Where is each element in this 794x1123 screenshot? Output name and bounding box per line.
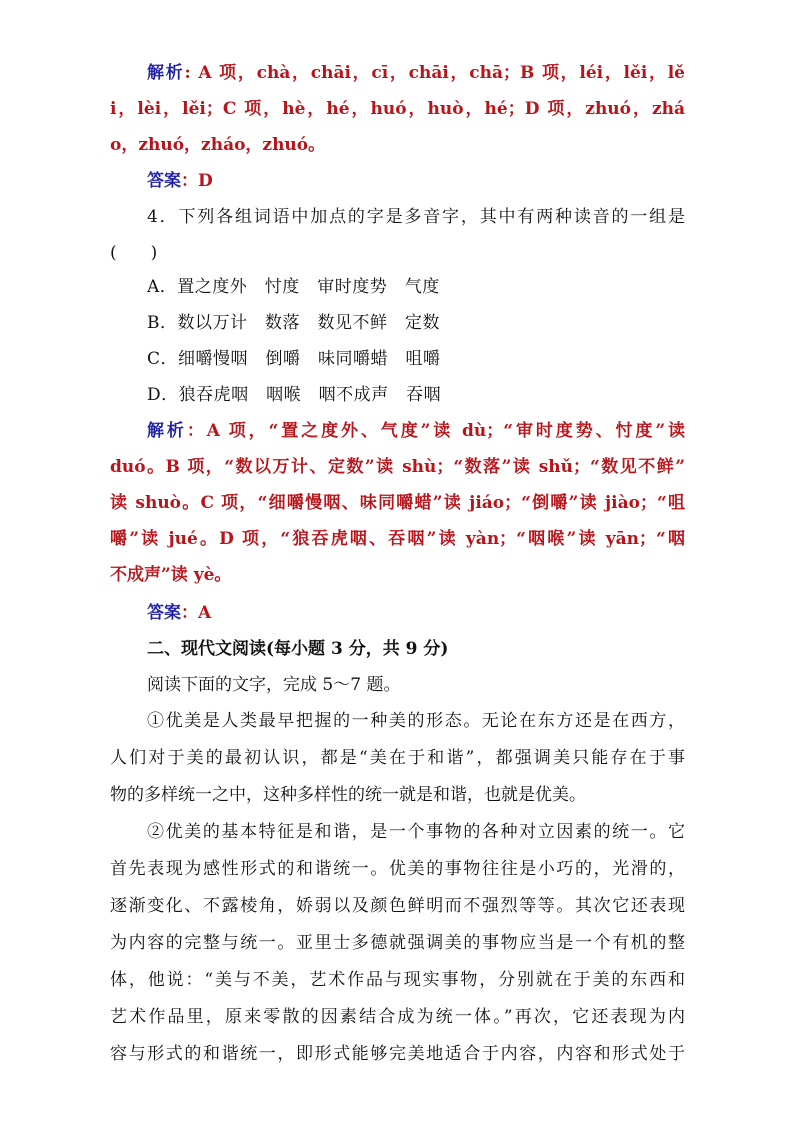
passage-p2-line-1: ②优美的基本特征是和谐，是一个事物的各种对立因素的统一。它 (147, 822, 685, 842)
analysis-3-line-2: i，lèi，lěi；C 项，hè，hé，huó，huò，hé；D 项，zhuó，zhá (110, 99, 685, 119)
answer-label: 答案 (147, 171, 181, 191)
passage-p2-line-3: 逐渐变化、不露棱角，娇弱以及颜色鲜明而不强烈等等。其次它还表现 (110, 896, 685, 916)
answer-value: ：A (181, 603, 212, 623)
section-heading: 二、现代文阅读(每小题 3 分，共 9 分) (147, 639, 449, 659)
analysis-4-line-5: 不成声”读 yè。 (110, 565, 232, 585)
passage-p2-line-7: 容与形式的和谐统一，即形式能够完美地适合于内容，内容和形式处于 (110, 1044, 685, 1064)
passage-p1-line-2: 人们对于美的最初认识，都是“美在于和谐”，都强调美只能存在于事 (110, 748, 685, 768)
analysis-4-line-2: duó。B 项，“数以万计、定数”读 shù；“数落”读 shǔ；“数见不鲜” (110, 457, 685, 477)
option-b: B．数以万计 数落 数见不鲜 定数 (147, 313, 440, 333)
section-instruction: 阅读下面的文字，完成 5～7 题。 (147, 675, 401, 695)
analysis-4-line-4: 嚼”读 jué。D 项，“狼吞虎咽、吞咽”读 yàn；“咽喉”读 yān；“咽 (110, 529, 685, 549)
analysis-4-line-1 (147, 418, 685, 444)
answer-3 (147, 168, 685, 194)
analysis-label: 解析 (147, 421, 187, 441)
passage-p2-line-2: 首先表现为感性形式的和谐统一。优美的事物往往是小巧的，光滑的， (110, 859, 685, 879)
analysis-4-line-3: 读 shuò。C 项，“细嚼慢咽、味同嚼蜡”读 jiáo；“倒嚼”读 jiào；“咀 (110, 493, 685, 513)
question-4-blank: ( ) (110, 243, 158, 263)
question-4-stem: 4．下列各组词语中加点的字是多音字，其中有两种读音的一组是 (147, 207, 685, 227)
passage-p1-line-3: 物的多样统一之中，这种多样性的统一就是和谐，也就是优美。 (110, 785, 586, 805)
answer-value: ：D (181, 171, 213, 191)
analysis-label: 解析 (147, 63, 185, 83)
answer-4 (147, 600, 685, 626)
option-a: A．置之度外 忖度 审时度势 气度 (147, 277, 440, 297)
analysis-3-line-3: o，zhuó，zháo，zhuó。 (110, 135, 326, 155)
analysis-text: : A 项，chà，chāi，cī，chāi，chā；B 项，léi，lěi，lě (184, 63, 685, 83)
passage-p1-line-1: ①优美是人类最早把握的一种美的形态。无论在东方还是在西方， (147, 711, 685, 731)
passage-p2-line-6: 艺术作品里，原来零散的因素结合成为统一体。”再次，它还表现为内 (110, 1007, 685, 1027)
analysis-3-line-1 (147, 60, 685, 86)
passage-p2-line-5: 体，他说：“美与不美，艺术作品与现实事物，分别就在于美的东西和 (110, 970, 685, 990)
answer-label: 答案 (147, 603, 181, 623)
analysis-text: ：A 项，“置之度外、气度”读 dù；“审时度势、忖度”读 (186, 421, 685, 441)
passage-p2-line-4: 为内容的完整与统一。亚里士多德就强调美的事物应当是一个有机的整 (110, 933, 685, 953)
option-d: D．狼吞虎咽 咽喉 咽不成声 吞咽 (147, 385, 442, 405)
option-c: C．细嚼慢咽 倒嚼 味同嚼蜡 咀嚼 (147, 349, 441, 369)
